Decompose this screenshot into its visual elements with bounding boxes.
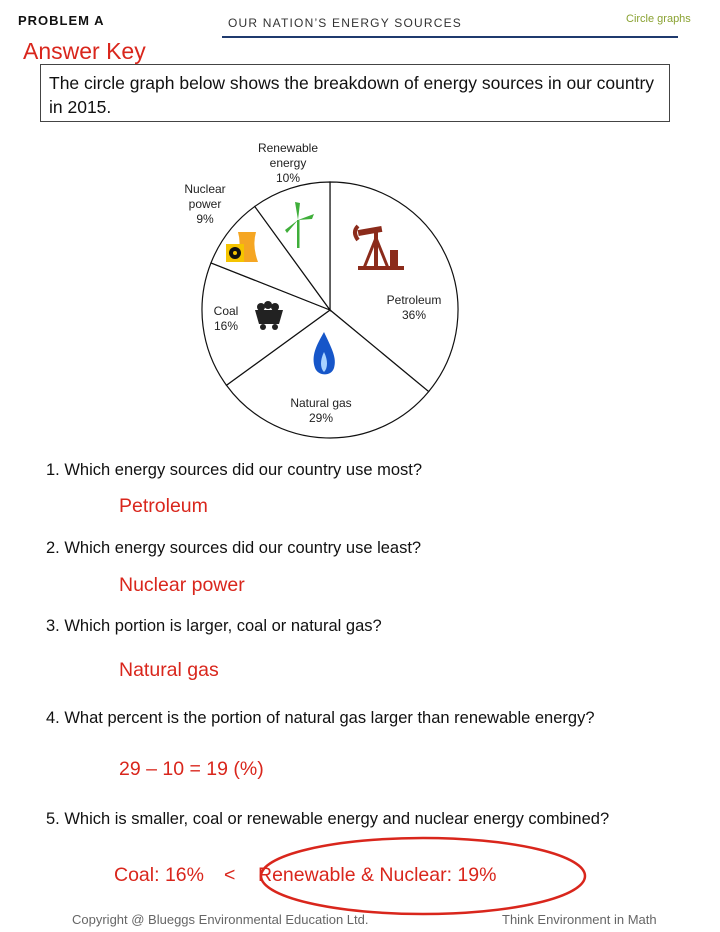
question-3: 3. Which portion is larger, coal or natural gas? bbox=[46, 617, 382, 635]
question-2: 2. Which energy sources did our country use least? bbox=[46, 539, 422, 557]
svg-text:10%: 10% bbox=[275, 171, 301, 185]
slice-label-coal bbox=[214, 304, 239, 333]
question-5: 5. Which is smaller, coal or renewable energy and nuclear energy combined? bbox=[46, 810, 610, 828]
footer-tagline: Think Environment in Math bbox=[502, 912, 657, 927]
worksheet-title: OUR NATION’S ENERGY SOURCES bbox=[228, 16, 462, 30]
svg-text:energy: energy bbox=[269, 156, 307, 170]
svg-text:16%: 16% bbox=[213, 319, 239, 333]
pie-chart bbox=[170, 140, 490, 440]
svg-text:9%: 9% bbox=[196, 212, 214, 226]
intro-box bbox=[40, 64, 670, 122]
svg-text:29%: 29% bbox=[308, 411, 334, 425]
slice-label-nuclear bbox=[184, 182, 225, 226]
svg-text:36%: 36% bbox=[401, 308, 427, 322]
svg-text:Coal: Coal bbox=[213, 304, 239, 318]
answer-5-right: Renewable & Nuclear: 19% bbox=[258, 864, 497, 886]
topic-label: Circle graphs bbox=[626, 13, 691, 25]
svg-text:Renewable: Renewable bbox=[257, 141, 319, 155]
answer-4: 29 – 10 = 19 (%) bbox=[119, 758, 264, 780]
answer-key-label: Answer Key bbox=[23, 38, 146, 64]
answer-5-operator: < bbox=[224, 864, 236, 886]
header-rule bbox=[222, 36, 678, 38]
svg-text:Natural gas: Natural gas bbox=[290, 396, 352, 410]
answer-3: Natural gas bbox=[119, 659, 219, 681]
slice-label-renewable bbox=[258, 141, 318, 185]
question-4: 4. What percent is the portion of natural gas larger than renewable energy? bbox=[46, 709, 595, 727]
footer-copyright: Copyright @ Blueggs Environmental Education Ltd. bbox=[72, 912, 369, 927]
answer-5-left: Coal: 16% bbox=[114, 864, 204, 886]
question-1: 1. Which energy sources did our country use most? bbox=[46, 461, 423, 479]
intro-text: The circle graph below shows the breakdown of energy sources in our country in 2015. bbox=[49, 73, 655, 117]
svg-text:power: power bbox=[188, 197, 222, 211]
answer-1: Petroleum bbox=[119, 495, 208, 517]
answer-2: Nuclear power bbox=[119, 574, 245, 596]
svg-text:Nuclear: Nuclear bbox=[184, 182, 226, 196]
answer-highlight-ellipse bbox=[256, 833, 590, 923]
svg-text:Petroleum: Petroleum bbox=[386, 293, 442, 307]
problem-label: PROBLEM A bbox=[18, 13, 105, 28]
